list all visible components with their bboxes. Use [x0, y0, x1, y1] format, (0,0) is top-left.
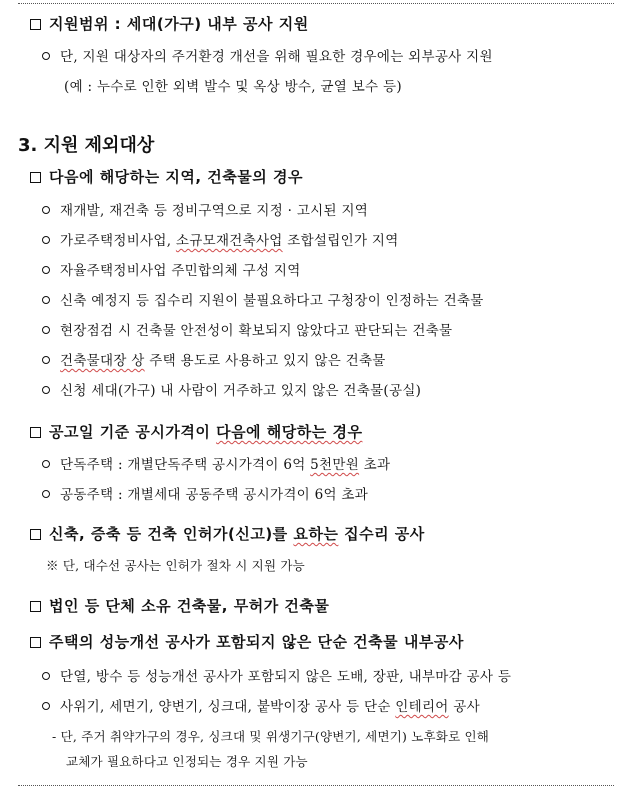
- group2-bullet-2-text: 공동주택 : 개별세대 공동주택 공시가격이 6억 초과: [60, 487, 369, 503]
- group1-bullet-2-text-a: 가로주택정비사업,: [60, 233, 176, 249]
- top-dotted-rule: [18, 3, 614, 4]
- checkbox-square-icon: [30, 19, 41, 30]
- group1-bullet-4-text: 신축 예정지 등 집수리 지원이 불필요하다고 구청장이 인정하는 건축물: [60, 293, 484, 309]
- group3-heading: [30, 523, 425, 544]
- group3-note: ※ 단, 대수선 공사는 인허가 절차 시 지원 가능: [46, 558, 305, 573]
- group1-bullet-5-text: 현장점검 시 건축물 안전성이 확보되지 않았다고 판단되는 건축물: [60, 323, 453, 339]
- group3-heading-text-a: 신축, 증축 등 건축 인허가(신고)를: [49, 525, 294, 543]
- section-title: 3. 지원 제외대상: [18, 135, 155, 156]
- group1-bullet-6: [42, 349, 386, 369]
- group1-bullet-2-text-c: 조합설립인가 지역: [282, 233, 399, 249]
- bottom-dotted-rule: [18, 785, 614, 786]
- group5-bullet-1-text: 단열, 방수 등 성능개선 공사가 포함되지 않은 도배, 장판, 내부마감 공사 등: [60, 669, 512, 685]
- circle-bullet-icon: [42, 266, 50, 274]
- circle-bullet-icon: [42, 206, 50, 214]
- checkbox-square-icon: [30, 529, 41, 540]
- circle-bullet-icon: [42, 356, 50, 364]
- group5-dash-item-cont: 교체가 필요하다고 인정되는 경우 지원 가능: [66, 754, 308, 769]
- group1-bullet-6-text-b: 주택 용도로 사용하고 있지 않은 건축물: [144, 353, 386, 369]
- circle-bullet-icon: [42, 326, 50, 334]
- circle-bullet-icon: [42, 490, 50, 498]
- group5-bullet-2-text-a: 사위기, 세면기, 양변기, 싱크대, 붙박이장 공사 등 단순: [60, 699, 396, 715]
- group1-bullet-1: [42, 199, 368, 219]
- scope-bullet-cont: (예 : 누수로 인한 외벽 발수 및 옥상 방수, 균열 보수 등): [64, 79, 402, 95]
- checkbox-square-icon: [30, 172, 41, 183]
- group5-bullet-2-text-c: 공사: [448, 699, 480, 715]
- group1-bullet-3-text: 자율주택정비사업 주민합의체 구성 지역: [60, 263, 301, 279]
- checkbox-square-icon: [30, 637, 41, 648]
- group1-bullet-2: [42, 229, 399, 249]
- group2-heading-text-b: 다음에 해당하는 경우: [216, 423, 363, 441]
- circle-bullet-icon: [42, 672, 50, 680]
- group2-bullet-1-text-a: 단독주택 : 개별단독주택 공시가격이 6억: [60, 457, 311, 473]
- group1-bullet-7-text: 신청 세대(가구) 내 사람이 거주하고 있지 않은 건축물(공실): [60, 383, 422, 399]
- group1-bullet-5: [42, 319, 452, 339]
- circle-bullet-icon: [42, 236, 50, 244]
- circle-bullet-icon: [42, 460, 50, 468]
- group1-bullet-3: [42, 259, 301, 279]
- scope-bullet-text: 단, 지원 대상자의 주거환경 개선을 위해 필요한 경우에는 외부공사 지원: [60, 49, 493, 65]
- group4-heading: [30, 595, 329, 616]
- group2-bullet-1-text-b: 5천만원: [310, 457, 360, 473]
- circle-bullet-icon: [42, 702, 50, 710]
- group2-bullet-2: [42, 483, 368, 503]
- group5-heading: [30, 631, 464, 652]
- group5-bullet-1: [42, 665, 511, 685]
- group1-bullet-1-text: 재개발, 재건축 등 정비구역으로 지정 · 고시된 지역: [60, 203, 369, 219]
- checkbox-square-icon: [30, 601, 41, 612]
- group1-heading-text: 다음에 해당하는 지역, 건축물의 경우: [49, 168, 303, 186]
- group1-bullet-4: [42, 289, 484, 309]
- group1-heading: [30, 166, 303, 187]
- group3-heading-text-c: 집수리 공사: [338, 525, 425, 543]
- group5-heading-text: 주택의 성능개선 공사가 포함되지 않은 단순 건축물 내부공사: [49, 633, 464, 651]
- scope-heading-text: 지원범위 : 세대(가구) 내부 공사 지원: [49, 15, 309, 33]
- group5-bullet-2-text-b: 인테리어: [395, 699, 449, 715]
- group1-bullet-7: [42, 379, 421, 399]
- scope-heading: [30, 13, 309, 34]
- group5-dash-item: - 단, 주거 취약가구의 경우, 싱크대 및 위생기구(양변기, 세면기) 노후화로 인해: [52, 729, 490, 744]
- group5-bullet-2: [42, 695, 480, 715]
- group2-heading: [30, 421, 362, 442]
- checkbox-square-icon: [30, 427, 41, 438]
- scope-bullet: [42, 45, 493, 65]
- group1-bullet-6-text-a: 건축물대장 상: [60, 353, 145, 369]
- group3-heading-text-b: 요하는: [293, 525, 339, 543]
- circle-bullet-icon: [42, 52, 50, 60]
- circle-bullet-icon: [42, 386, 50, 394]
- group4-heading-text: 법인 등 단체 소유 건축물, 무허가 건축물: [49, 597, 330, 615]
- group2-bullet-1: [42, 453, 390, 473]
- group2-bullet-1-text-c: 초과: [359, 457, 391, 473]
- circle-bullet-icon: [42, 296, 50, 304]
- group1-bullet-2-text-b: 소규모재건축사업: [175, 233, 283, 249]
- group2-heading-text-a: 공고일 기준 공시가격이: [49, 423, 217, 441]
